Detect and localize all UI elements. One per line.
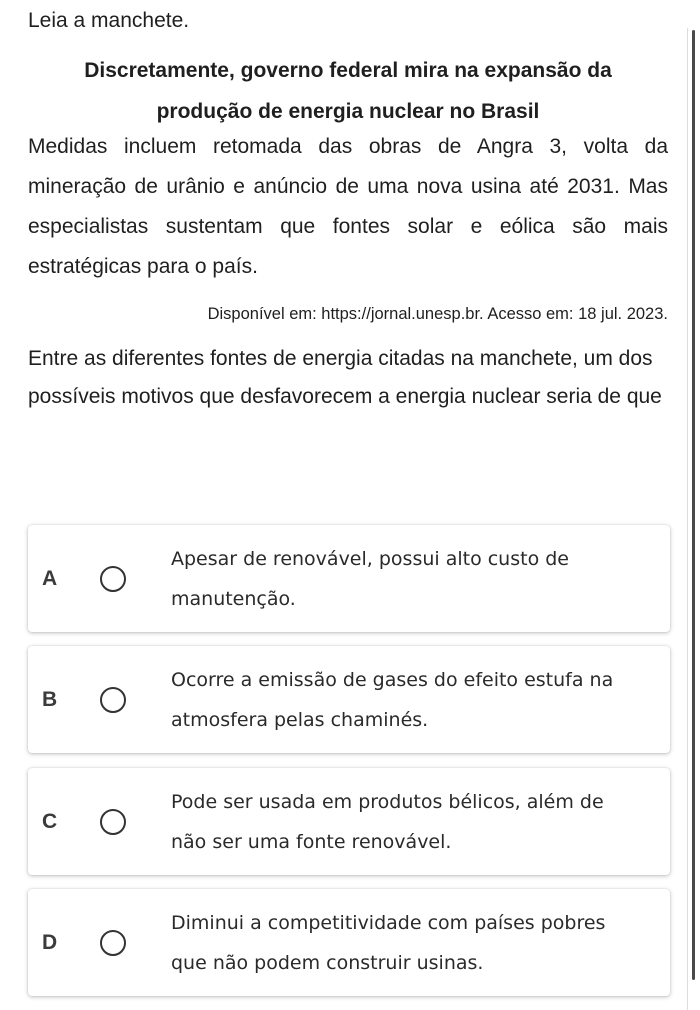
option-text-line: Diminui a competitividade com países pobres bbox=[171, 912, 606, 934]
option-text bbox=[171, 782, 661, 862]
source-citation: Disponível em: https://jornal.unesp.br. Acesso em: 18 jul. 2023. bbox=[207, 305, 668, 323]
option-text-line: Pode ser usada em produtos bélicos, além de bbox=[171, 791, 604, 813]
option-text bbox=[171, 660, 661, 740]
option-letter: A bbox=[42, 566, 58, 590]
headline-line-2: produção de energia nuclear no Brasil bbox=[156, 100, 540, 123]
option-a[interactable] bbox=[28, 525, 670, 632]
option-letter: B bbox=[42, 687, 58, 711]
radio-button[interactable] bbox=[100, 809, 126, 835]
option-b[interactable] bbox=[28, 646, 670, 753]
option-text-line: Apesar de renovável, possui alto custo de bbox=[171, 548, 569, 570]
option-text bbox=[171, 539, 661, 619]
radio-button[interactable] bbox=[100, 930, 126, 956]
radio-button[interactable] bbox=[100, 566, 126, 592]
option-text-line: que não podem construir usinas. bbox=[171, 952, 484, 974]
radio-button[interactable] bbox=[100, 687, 126, 713]
headline-line-1: Discretamente, governo federal mira na expansão da bbox=[84, 59, 612, 82]
option-text-line: atmosfera pelas chaminés. bbox=[171, 709, 429, 731]
intro-text: Leia a manchete. bbox=[28, 9, 190, 32]
option-letter: D bbox=[42, 930, 58, 954]
question-prompt: Entre as diferentes fontes de energia citadas na manchete, um dos possíveis motivos que desfavorecem a energia nuclear seria de que bbox=[28, 347, 662, 408]
option-letter: C bbox=[42, 809, 58, 833]
option-text bbox=[171, 903, 661, 983]
option-text-line: Ocorre a emissão de gases do efeito estufa na bbox=[171, 669, 614, 691]
option-c[interactable] bbox=[28, 768, 670, 875]
option-text-line: manutenção. bbox=[171, 588, 296, 610]
option-text-line: não ser uma fonte renovável. bbox=[171, 831, 452, 853]
scrollbar-thumb[interactable] bbox=[692, 30, 695, 980]
option-d[interactable] bbox=[28, 889, 670, 996]
subheadline: Medidas incluem retomada das obras de Angra 3, volta da mineração de urânio e anúncio de uma nova usina até 2031. Mas especialistas sustentam que fontes solar e eólica são mais estratégicas para o país. bbox=[28, 135, 668, 278]
headline bbox=[28, 50, 668, 132]
